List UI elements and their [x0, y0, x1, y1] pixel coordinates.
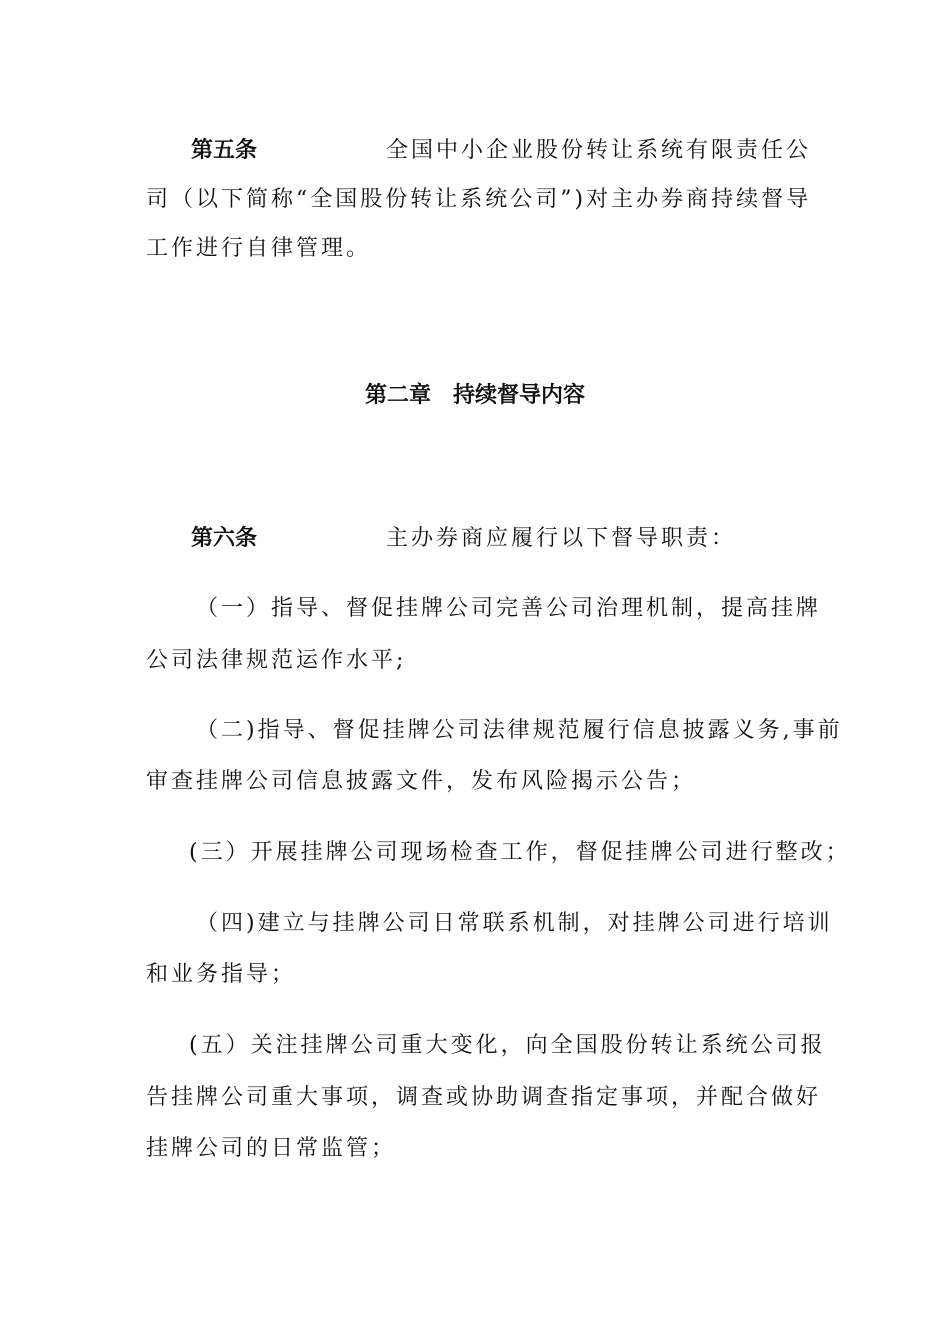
article-6-item-5-line-2: 告挂牌公司重大事项，调查或协助调查指定事项，并配合做好 [146, 1085, 822, 1110]
article-5-line-3: 工作进行自律管理。 [146, 236, 372, 261]
article-5-line-2: 司（以下简称“全国股份转让系统公司”)对主办券商持续督导 [146, 187, 812, 212]
article-6-item-5-line-3: 挂牌公司的日常监管； [146, 1136, 397, 1161]
article-6-item-1-line-2: 公司法律规范运作水平; [146, 648, 407, 673]
article-5-line-1: 全国中小企业股份转让系统有限责任公 [386, 138, 812, 163]
article-6-intro: 主办券商应履行以下督导职责： [386, 526, 737, 551]
article-6-item-5-line-1: (五）关注挂牌公司重大变化，向全国股份转让系统公司报 [189, 1033, 826, 1058]
article-5-label: 第五条 [191, 138, 258, 163]
article-6-item-4-line-2: 和业务指导； [146, 962, 297, 987]
chapter-2-heading: 第二章 持续督导内容 [364, 383, 585, 408]
article-6-item-3-line-1: (三）开展挂牌公司现场检查工作，督促挂牌公司进行整改； [189, 840, 851, 865]
article-6-label: 第六条 [191, 526, 258, 551]
article-6-item-4-line-1: （四)建立与挂牌公司日常联系机制，对挂牌公司进行培训 [196, 911, 833, 936]
article-6-item-1-line-1: （一）指导、督促挂牌公司完善公司治理机制，提高挂牌 [196, 596, 822, 621]
article-6-item-2-line-1: （二)指导、督促挂牌公司法律规范履行信息披露义务,事前 [196, 718, 843, 743]
article-6-item-2-line-2: 审查挂牌公司信息披露文件，发布风险揭示公告； [146, 769, 697, 794]
